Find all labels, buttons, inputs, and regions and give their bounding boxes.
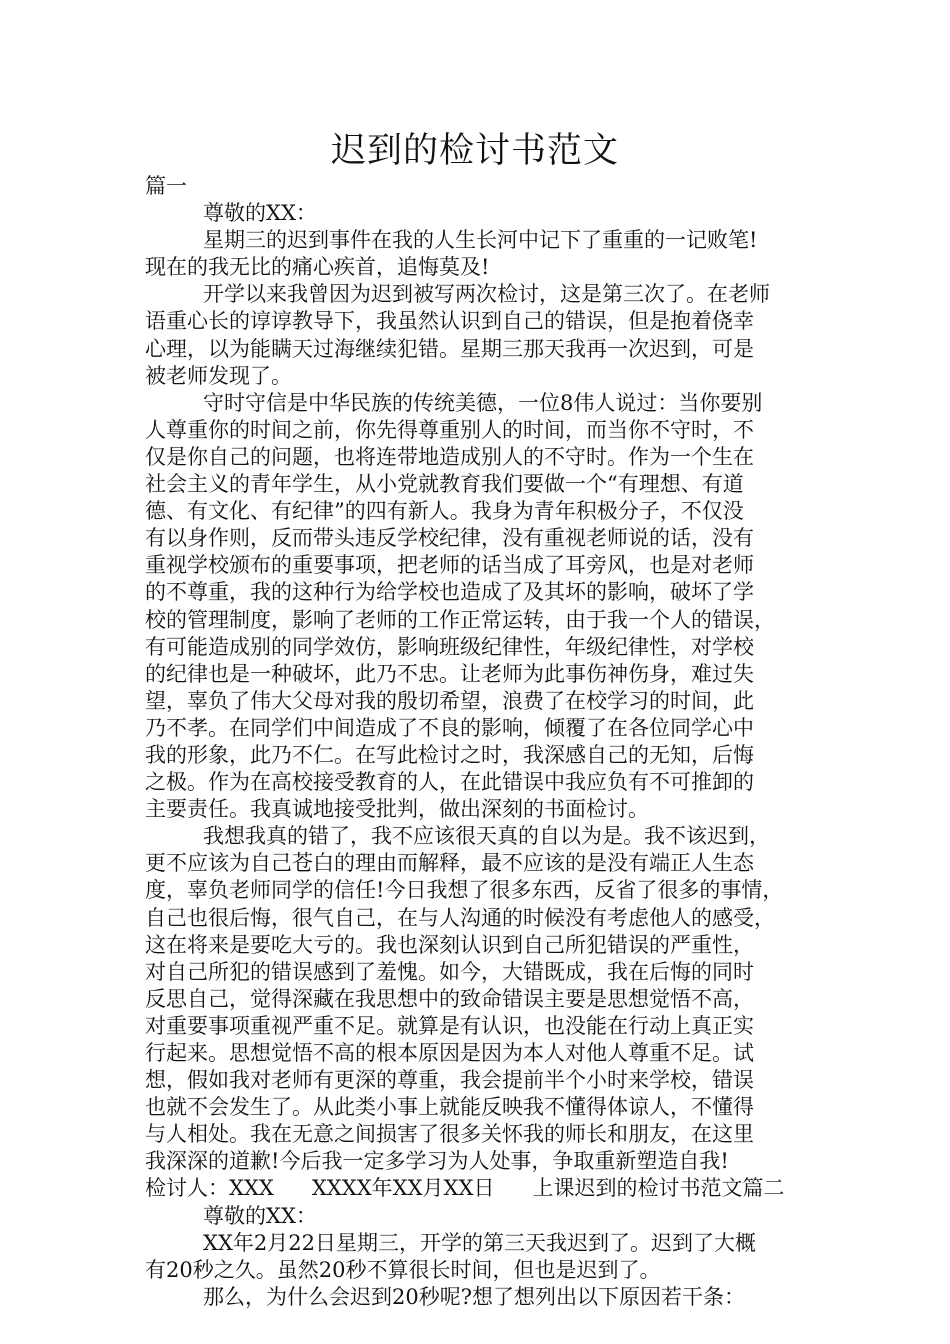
paragraph-line: 的不尊重，我的这种行为给学校也造成了及其坏的影响，破坏了学 xyxy=(145,580,754,605)
paragraph-line: 更不应该为自己苍白的理由而解释，最不应该的是没有端正人生态 xyxy=(145,851,754,876)
paragraph-line: 星期三的迟到事件在我的人生长河中记下了重重的一记败笔! xyxy=(203,228,758,253)
paragraph-line: 主要责任。我真诚地接受批判，做出深刻的书面检讨。 xyxy=(145,797,649,822)
document-title: 迟到的检讨书范文 xyxy=(330,131,619,171)
paragraph-line: 校的管理制度，影响了老师的工作正常运转，由于我一个人的错误， xyxy=(145,607,775,632)
signature-line xyxy=(145,1175,811,1202)
signature-date: XXXX年XX月XX日 xyxy=(311,1176,495,1201)
paragraph-line: 度，辜负老师同学的信任!今日我想了很多东西，反省了很多的事情， xyxy=(145,878,784,903)
next-section-title: 上课迟到的检讨书范文篇二 xyxy=(532,1176,785,1201)
salutation-2: 尊敬的XX： xyxy=(203,1203,317,1228)
document-body xyxy=(145,173,811,1311)
paragraph-line: 与人相处。我在无意之间损害了很多关怀我的师长和朋友，在这里 xyxy=(145,1122,754,1147)
paragraph-line: 有以身作则，反而带头违反学校纪律，没有重视老师说的话，没有 xyxy=(145,526,754,551)
paragraph-line: 的纪律也是一种破坏，此乃不忠。让老师为此事伤神伤身，难过失 xyxy=(145,661,754,686)
paragraph-line: 想，假如我对老师有更深的尊重，我会提前半个小时来学校，错误 xyxy=(145,1068,754,1093)
paragraph-line: 那么，为什么会迟到20秒呢?想了想列出以下原因若干条： xyxy=(203,1284,745,1309)
paragraph-line: 反思自己，觉得深藏在我思想中的致命错误主要是思想觉悟不高， xyxy=(145,986,754,1011)
paragraph-line: 对自己所犯的错误感到了羞愧。如今，大错既成，我在后悔的同时 xyxy=(145,959,754,984)
paragraph-line: 乃不孝。在同学们中间造成了不良的影响，倾覆了在各位同学心中 xyxy=(145,715,754,740)
paragraph-line: 望，辜负了伟大父母对我的殷切希望，浪费了在校学习的时间，此 xyxy=(145,688,754,713)
paragraph-line: 人尊重你的时间之前，你先得尊重别人的时间，而当你不守时，不 xyxy=(145,417,754,442)
paragraph-line: 现在的我无比的痛心疾首，追悔莫及! xyxy=(145,255,490,280)
paragraph-line: 重视学校颁布的重要事项，把老师的话当成了耳旁风，也是对老师 xyxy=(145,553,754,578)
paragraph-line: 守时守信是中华民族的传统美德，一位8伟人说过：当你要别 xyxy=(203,390,763,415)
paragraph-line: 我的形象，此乃不仁。在写此检讨之时，我深感自己的无知，后悔 xyxy=(145,742,754,767)
salutation: 尊敬的XX： xyxy=(203,201,317,226)
paragraph-line: 我想我真的错了，我不应该很天真的自以为是。我不该迟到， xyxy=(203,824,770,849)
paragraph-line: 仅是你自己的问题，也将连带地造成别人的不守时。作为一个生在 xyxy=(145,444,754,469)
paragraph-line: 有20秒之久。虽然20秒不算很长时间，但也是迟到了。 xyxy=(145,1257,661,1282)
section-heading: 篇一 xyxy=(145,174,187,198)
paragraph-line: 社会主义的青年学生，从小党就教育我们要做一个“有理想、有道 xyxy=(145,472,744,497)
paragraph-line: 有可能造成别的同学效仿，影响班级纪律性，年级纪律性，对学校 xyxy=(145,634,754,659)
paragraph-line: XX年2月22日星期三，开学的第三天我迟到了。迟到了大概 xyxy=(203,1230,756,1255)
paragraph-line: 被老师发现了。 xyxy=(145,363,292,388)
paragraph-line: 之极。作为在高校接受教育的人，在此错误中我应负有不可推卸的 xyxy=(145,770,754,795)
paragraph-line: 我深深的道歉!今后我一定多学习为人处事，争取重新塑造自我! xyxy=(145,1149,729,1174)
paragraph-line: 心理，以为能瞒天过海继续犯错。星期三那天我再一次迟到，可是 xyxy=(145,336,754,361)
paragraph-line: 开学以来我曾因为迟到被写两次检讨，这是第三次了。在老师 xyxy=(203,282,770,307)
paragraph-line: 也就不会发生了。从此类小事上就能反映我不懂得体谅人，不懂得 xyxy=(145,1095,754,1120)
paragraph-line: 行起来。思想觉悟不高的根本原因是因为本人对他人尊重不足。试 xyxy=(145,1041,754,1065)
paragraph-line: 对重要事项重视严重不足。就算是有认识，也没能在行动上真正实 xyxy=(145,1013,754,1038)
paragraph-line: 语重心长的谆谆教导下，我虽然认识到自己的错误，但是抱着侥幸 xyxy=(145,309,754,334)
paragraph-line: 德、有文化、有纪律”的四有新人。我身为青年积极分子，不仅没 xyxy=(145,499,744,524)
paragraph-line: 自己也很后悔，很气自己，在与人沟通的时候没有考虑他人的感受， xyxy=(145,905,775,930)
signature-person: 检讨人：XXX xyxy=(145,1176,274,1201)
paragraph-line: 这在将来是要吃大亏的。我也深刻认识到自己所犯错误的严重性， xyxy=(145,932,754,957)
